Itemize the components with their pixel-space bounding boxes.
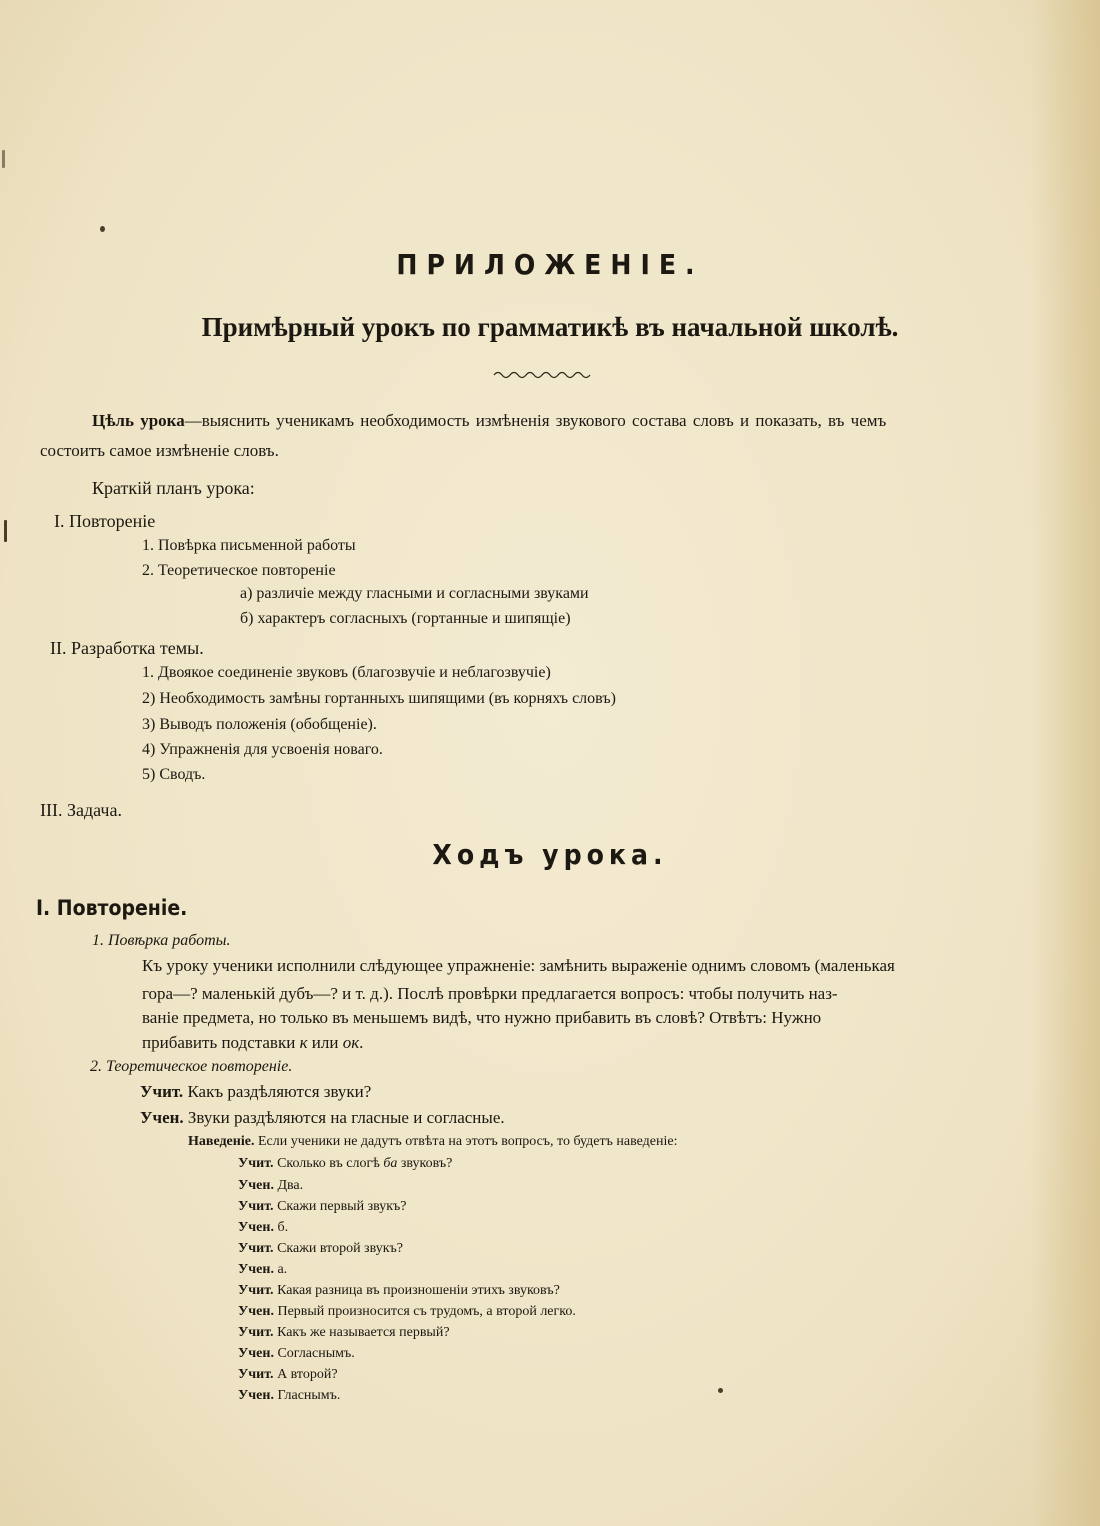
plan-section-label: Задача.: [66, 800, 122, 820]
course-section-heading: I. Повтореніе.: [36, 896, 188, 920]
suffix-k: к: [299, 1033, 308, 1052]
dialog-line: [140, 1108, 505, 1128]
guidance-line: [238, 1199, 407, 1215]
paragraph-line: ваніе предмета, но только въ меньшемъ видѣ, что нужно прибавить въ словѣ? Отвѣтъ: Нужно: [142, 1008, 822, 1027]
guidance-text: Скажи первый звукъ?: [273, 1199, 407, 1214]
guidance-label: Наведеніе.: [188, 1134, 255, 1149]
paragraph-text: или: [307, 1033, 343, 1052]
page-subtitle: Примѣрный урокъ по грамматикѣ въ начальной школѣ.: [201, 312, 899, 342]
ink-spot: [100, 226, 105, 232]
paragraph-line: [142, 1033, 363, 1053]
speaker-label: Учен.: [238, 1178, 274, 1193]
speaker-label: Учит.: [140, 1082, 184, 1101]
paragraph-line: гора—? маленькій дубъ—? и т. д.). Послѣ провѣрки предлагается вопросъ: чтобы получить наз-: [142, 984, 838, 1003]
plan-item: 2) Необходимость замѣны гортанныхъ шипящими (въ корняхъ словъ): [142, 690, 616, 707]
plan-item: 4) Упражненія для усвоенія новаго.: [142, 741, 383, 758]
guidance-text: Согласнымъ.: [273, 1346, 355, 1361]
guidance-line: [238, 1262, 287, 1278]
plan-item: 1. Двоякое соединеніе звуковъ (благозвучіе и неблагозвучіе): [142, 664, 551, 681]
speaker-label: Учит.: [238, 1367, 274, 1382]
plan-item: 3) Выводъ положенія (обобщеніе).: [142, 716, 377, 733]
guidance-text: Какъ же называется первый?: [273, 1325, 450, 1340]
purpose-line-2: состоитъ самое измѣненіе словъ.: [40, 441, 279, 460]
plan-title: Краткій планъ урока:: [92, 478, 255, 498]
speaker-label: Учен.: [238, 1262, 274, 1277]
paragraph-text: .: [359, 1033, 364, 1052]
guidance-line: [238, 1241, 403, 1257]
guidance-text: Первый произносится съ трудомъ, а второй легко.: [273, 1304, 576, 1319]
guidance-line: [238, 1388, 340, 1404]
speaker-label: Учит.: [238, 1156, 274, 1171]
guidance-text: А второй?: [273, 1367, 338, 1382]
plan-section-2: [50, 638, 204, 659]
guidance-text: Какая разница въ произношеніи этихъ звуковъ?: [273, 1283, 560, 1298]
speaker-label: Учен.: [238, 1220, 274, 1235]
guidance-text: Сколько въ слогѣ: [273, 1156, 384, 1171]
page-mark: [2, 150, 5, 168]
guidance-line: [238, 1178, 303, 1194]
ink-spot: [718, 1388, 723, 1393]
subsection-1-title: 1. Повѣрка работы.: [92, 932, 231, 949]
guidance-text: Два.: [273, 1178, 304, 1193]
page-edge-shading: [1030, 0, 1100, 1526]
plan-subitem: б) характеръ согласныхъ (гортанные и шипящіе): [240, 610, 571, 627]
dialog-text: Какъ раздѣляются звуки?: [183, 1082, 372, 1101]
plan-section-label: Разработка темы.: [71, 638, 204, 658]
course-title: Ходъ урока.: [432, 838, 668, 871]
plan-section-3: [40, 800, 122, 821]
guidance-emphasis: ба: [383, 1156, 398, 1171]
plan-section-numeral: II.: [50, 638, 67, 658]
guidance-text: Скажи второй звукъ?: [273, 1241, 403, 1256]
plan-section-numeral: III.: [40, 800, 63, 820]
plan-subitem: а) различіе между гласными и согласными звуками: [240, 585, 589, 602]
guidance-line: [238, 1304, 576, 1320]
guidance-intro: [188, 1134, 677, 1150]
plan-section-1: [54, 511, 155, 532]
speaker-label: Учен.: [238, 1346, 274, 1361]
guidance-line: [238, 1367, 338, 1383]
guidance-text: Гласнымъ.: [273, 1388, 341, 1403]
dialog-text: Звуки раздѣляются на гласные и согласные.: [183, 1108, 505, 1127]
paragraph-text: прибавить подставки: [142, 1033, 300, 1052]
page-mark: [4, 520, 7, 542]
guidance-text: б.: [273, 1220, 289, 1235]
suffix-ok: ок: [342, 1033, 360, 1052]
speaker-label: Учен.: [238, 1304, 274, 1319]
speaker-label: Учен.: [140, 1108, 184, 1127]
guidance-line: [238, 1283, 560, 1299]
purpose-label: Цѣль урока: [92, 411, 185, 430]
guidance-text: а.: [273, 1262, 288, 1277]
plan-item: 5) Сводъ.: [142, 766, 206, 783]
dialog-line: [140, 1082, 371, 1102]
guidance-text: Если ученики не дадутъ отвѣта на этотъ вопросъ, то будетъ наведеніе:: [254, 1134, 678, 1149]
speaker-label: Учит.: [238, 1199, 274, 1214]
speaker-label: Учен.: [238, 1388, 274, 1403]
guidance-line: [238, 1220, 288, 1236]
speaker-label: Учит.: [238, 1283, 274, 1298]
ornament-divider: [492, 366, 592, 384]
purpose-line-1: [92, 411, 886, 431]
page-title: ПРИЛОЖЕНІЕ.: [396, 248, 704, 281]
paragraph-line: Къ уроку ученики исполнили слѣдующее упражненіе: замѣнить выраженіе однимъ словомъ (маленькая: [142, 956, 895, 975]
plan-section-numeral: I.: [54, 511, 65, 531]
subsection-2-title: 2. Теоретическое повтореніе.: [90, 1058, 293, 1075]
guidance-text: звуковъ?: [397, 1156, 453, 1171]
speaker-label: Учит.: [238, 1241, 274, 1256]
guidance-line: [238, 1346, 355, 1362]
plan-section-label: Повтореніе: [69, 511, 156, 531]
plan-item: 1. Повѣрка письменной работы: [142, 537, 356, 554]
guidance-line: [238, 1325, 450, 1341]
purpose-text: —выяснить ученикамъ необходимость измѣненія звукового состава словъ и показать, въ чемъ: [184, 411, 887, 430]
plan-item: 2. Теоретическое повтореніе: [142, 562, 336, 579]
guidance-line: [238, 1156, 452, 1172]
speaker-label: Учит.: [238, 1325, 274, 1340]
